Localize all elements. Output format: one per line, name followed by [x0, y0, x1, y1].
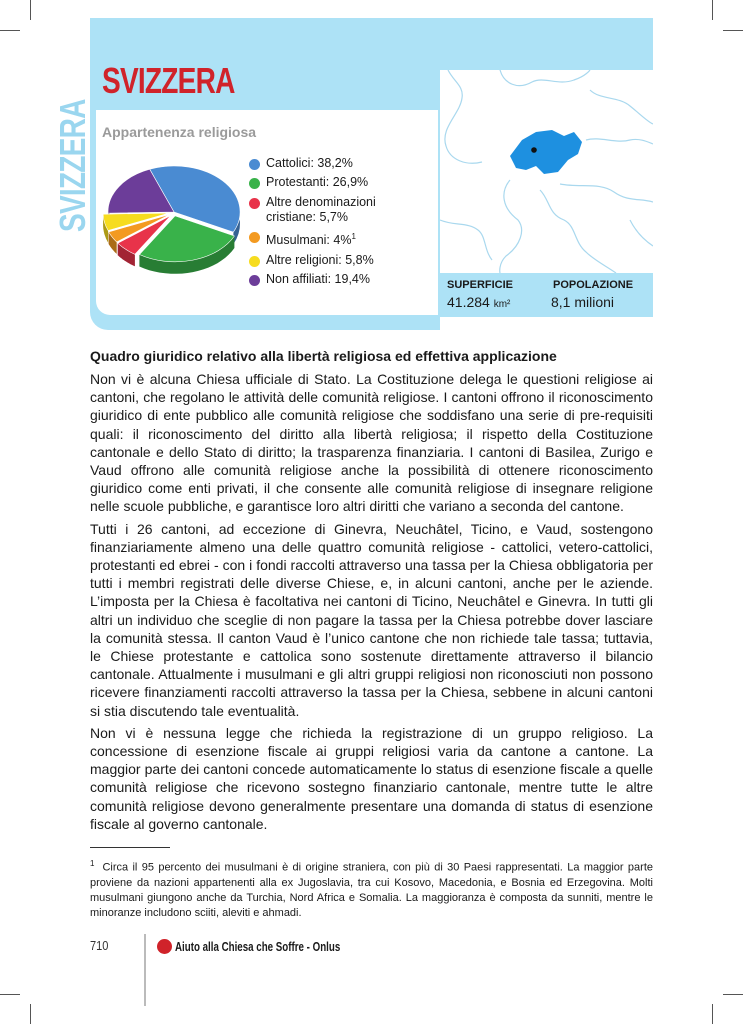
map-border-line: [540, 190, 616, 273]
map-border-line: [560, 184, 653, 202]
legend-label: Cattolici: 38,2%: [266, 156, 353, 170]
article-paragraph: Tutti i 26 cantoni, ad eccezione di Ginevra, Neuchâtel, Ticino, e Vaud, sostengono finanziariamente almeno una delle quattro comunità religiose - cattolici, vetero-cattolici, protestanti ed ebrei - con i fondi raccolti attraverso una tassa per la Chiesa obbligatoria per tutti i membri registrati delle diverse Chiese, e, in alcuni cantoni, anche per le aziende. L’imposta per la Chiesa è facoltativa nei cantoni di Ticino, Neuchâtel e Ginevra. In tutti gli altri un individuo che sceglie di non pagare la tassa per la Chiesa potrebbe dover lasciare la comunità stessa. Il canton Vaud è l’unico cantone che non richiede tale tassa; tuttavia, le Chiese protestante e cattolica sono sostenute direttamente attraverso il bilancio cantonale. Attualmente i musulmani e gli altri gruppi religiosi non riconosciuti non possono ricevere finanziamenti raccolti attraverso la tassa per la Chiesa, sebbene in alcuni cantoni si stia discutendo tale eventualità.: [90, 520, 653, 719]
legend-label: Altre religioni: 5,8%: [266, 252, 374, 267]
crop-mark: [712, 1004, 713, 1024]
chart-title: Appartenenza religiosa: [102, 124, 257, 140]
capital-marker: [531, 147, 537, 153]
legend-swatch: [249, 159, 260, 170]
vertical-country-title: SVIZZERA: [52, 99, 93, 232]
legend-item-protestanti: [249, 175, 429, 191]
crop-mark: [723, 30, 743, 31]
stats-box: [440, 273, 653, 317]
legend-swatch: [249, 256, 260, 267]
map-border-line: [445, 70, 482, 163]
legend-item-musulmani: [249, 229, 429, 249]
crop-mark: [0, 994, 20, 995]
legend-swatch: [249, 198, 260, 209]
organization-name: Aiuto alla Chiesa che Soffre - Onlus: [175, 939, 341, 954]
footnote: [90, 856, 653, 921]
legend-swatch: [249, 232, 260, 243]
area-label: SUPERFICIE: [447, 279, 514, 291]
crop-mark: [723, 994, 743, 995]
crop-mark: [30, 1004, 31, 1024]
footer-rule: [144, 934, 146, 1006]
crop-mark: [712, 0, 713, 20]
legend-swatch: [249, 178, 260, 189]
pie-chart: [102, 160, 254, 278]
footnote-number: 1: [90, 859, 95, 868]
footnote-rule: [90, 847, 170, 848]
map-border-line: [440, 220, 492, 260]
area-value: 41.284 km²: [447, 294, 511, 310]
map-border-line: [590, 90, 653, 124]
population-label: POPOLAZIONE: [553, 279, 634, 291]
crop-mark: [0, 30, 20, 31]
article-heading: Quadro giuridico relativo alla libertà religiosa ed effettiva applicazione: [90, 348, 557, 364]
legend-item-cattolici: [249, 156, 429, 172]
page-number: 710: [90, 938, 109, 953]
article-paragraph: Non vi è nessuna legge che richieda la registrazione di un gruppo religioso. La concessione di esenzione fiscale ai gruppi religiosi varia da cantone a cantone. La maggior parte dei cantoni concede automaticamente lo status di esenzione fiscale a quelle comunità religiose che ricevono sostegno finanziario cantonale, mentre tutte le altre comunità religiose devono generalmente presentare una domanda di status di esenzione fiscale al governo cantonale.: [90, 724, 653, 832]
stats-spacer: [440, 317, 653, 330]
map-border-line: [500, 70, 590, 86]
legend-item-altre-religioni: [249, 253, 429, 269]
map-border-line: [500, 180, 522, 273]
legend-swatch: [249, 275, 260, 286]
acs-logo-icon: [157, 939, 172, 954]
country-title: SVIZZERA: [102, 60, 235, 101]
legend-label: Musulmani: 4%: [266, 233, 352, 248]
map-border-line: [586, 139, 653, 144]
legend-label: Protestanti: 26,9%: [266, 175, 369, 190]
population-value: 8,1 milioni: [551, 294, 615, 310]
location-map: [440, 70, 653, 273]
map-border-line: [630, 220, 653, 246]
footnote-marker: 1: [351, 232, 356, 242]
article: [90, 347, 653, 837]
legend-label: Altre denominazioni cristiane: 5,7%: [266, 194, 376, 225]
legend-item-altre-denominazioni: [249, 195, 429, 226]
article-paragraph: Non vi è alcuna Chiesa ufficiale di Stato. La Costituzione delega le questioni religiose ai cantoni, che regolano le attività delle comunità religiose. I cantoni offrono il riconoscimento giuridico di ente pubblico alle comunità religiose che soddisfano una serie di pre-requisiti quali: il riconoscimento del diritto alla libertà religiosa; il rispetto della Costituzione cantonale e dello Stato di diritto; la trasparenza finanziaria. I cantoni di Basilea, Zurigo e Vaud offrono alle comunità religiose anche la possibilità di ottenere riconoscimento giuridico come enti privati, il che consente alle comunità religiose di insegnare religione nelle scuole pubbliche, e garantisce loro altri diritti che variano a seconda del cantone.: [90, 371, 653, 515]
chart-legend: [249, 156, 429, 291]
legend-label: Non affiliati: 19,4%: [266, 272, 370, 287]
legend-item-non-affiliati: [249, 272, 429, 288]
crop-mark: [30, 0, 31, 20]
area-unit: km²: [493, 299, 511, 310]
footnote-text: Circa il 95 percento dei musulmani è di origine straniera, con più di 30 Paesi rappresentati. La maggior parte proviene da nazioni appartenenti alla ex Jugoslavia, tra cui Kosovo, Macedonia, e Bosnia ed Erzegovina. Molti musulmani giungono anche da Turchia, Nord Africa e Somalia. La maggioranza è composta da sunniti, mentre le minoranze includono sciiti, aleviti e ahmadi.: [90, 861, 653, 919]
switzerland-shape: [510, 130, 582, 174]
